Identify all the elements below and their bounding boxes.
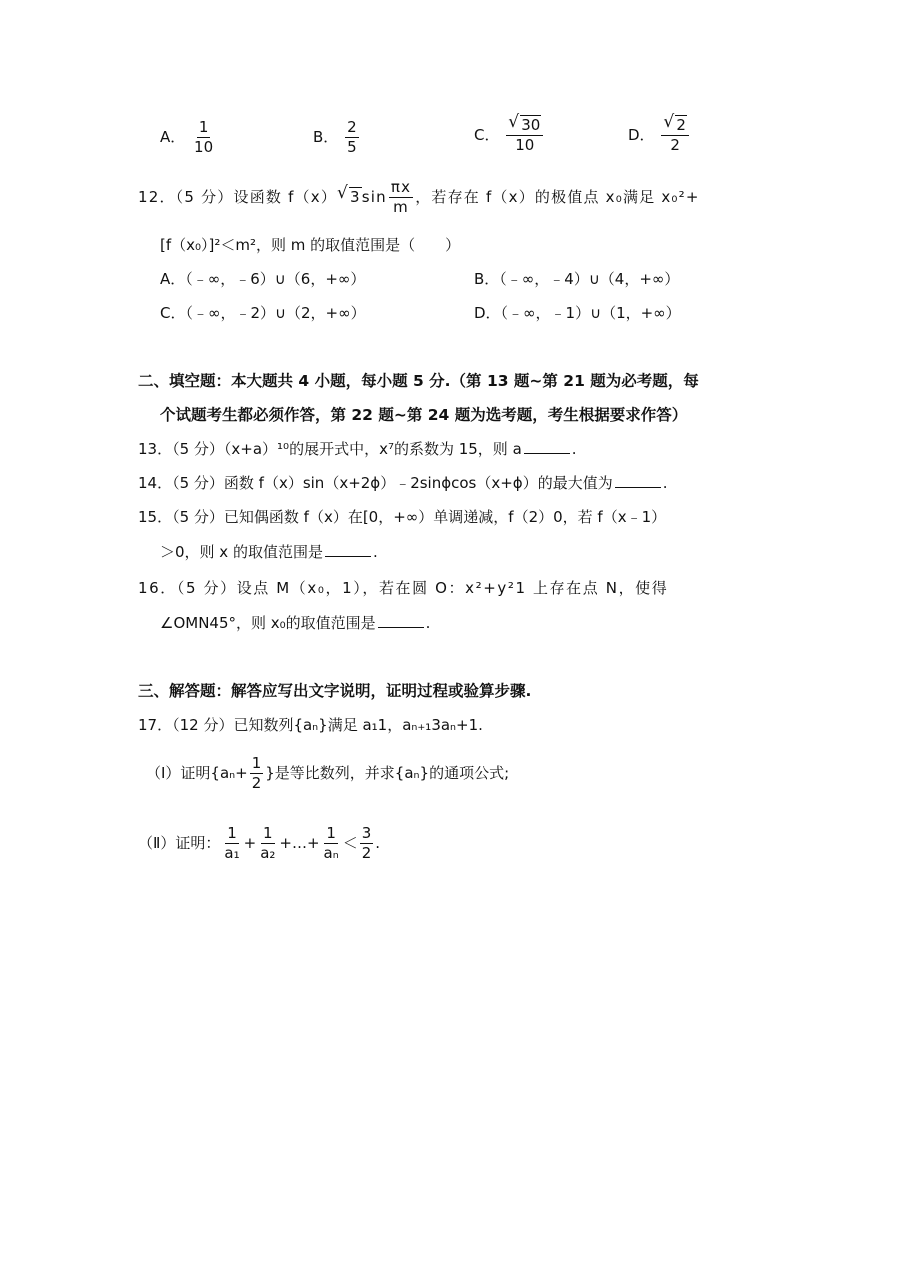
- sin-text: sin: [361, 188, 387, 206]
- numerator: 1: [227, 824, 237, 842]
- option-c: [474, 112, 545, 154]
- denominator: 2: [361, 844, 372, 862]
- option-label: C．: [474, 126, 500, 144]
- q14-text: 14．（5 分）函数 f（x）sin（x+2ϕ）﹣2sinϕcos（x+ϕ）的最大值为: [138, 474, 613, 492]
- question-12-line2: [f（x₀）]²＜m²，则 m 的取值范围是（ ）: [160, 236, 461, 254]
- numerator: 2: [347, 118, 357, 136]
- q13-text: 13．（5 分）（x+a）¹⁰的展开式中，x⁷的系数为 15，则 a: [138, 440, 522, 458]
- question-17-part1: [146, 756, 509, 791]
- question-15-line2: [160, 541, 378, 563]
- option-label: B．: [313, 128, 339, 146]
- numerator: 1: [326, 824, 336, 842]
- ellipsis: +…+: [279, 834, 320, 852]
- fraction: [506, 112, 543, 154]
- fraction: [345, 120, 359, 155]
- denominator: 2: [670, 136, 680, 154]
- question-16-line1: 16．（5 分）设点 M（x₀，1），若在圆 O：x²+y²1 上存在点 N，使得: [138, 579, 669, 597]
- denominator: 10: [194, 138, 214, 156]
- question-12-line1: [138, 180, 700, 215]
- denominator: a₁: [224, 844, 240, 862]
- denominator: m: [393, 198, 409, 216]
- option-d: [628, 112, 691, 154]
- less-than-sign: ＜: [342, 834, 358, 852]
- answer-blank: [378, 613, 424, 628]
- q16-end: .: [425, 614, 431, 632]
- section-3-heading: 三、解答题：解答应写出文字说明，证明过程或验算步骤.: [138, 682, 532, 700]
- numerator: 1: [263, 824, 273, 842]
- numerator: πx: [390, 178, 412, 196]
- plus-sign: +: [243, 834, 257, 852]
- question-16-line2: [160, 612, 430, 634]
- q15-end: .: [372, 543, 378, 561]
- q15-text: ＞0，则 x 的取值范围是: [160, 543, 323, 561]
- part1-text-end: }是等比数列，并求{aₙ}的通项公式;: [265, 764, 510, 782]
- fraction: [322, 826, 341, 861]
- section-2-heading-line1: 二、填空题：本大题共 4 小题，每小题 5 分.（第 13 题~第 21 题为必考题，每: [138, 372, 699, 390]
- q12-option-a: A．（﹣∞，﹣6）∪（6，+∞）: [160, 270, 366, 288]
- denominator: aₙ: [323, 844, 339, 862]
- answer-blank: [524, 439, 570, 454]
- section-2-heading-line2: 个试题考生都必须作答，第 22 题~第 24 题为选考题，考生根据要求作答）: [160, 406, 688, 424]
- denominator: 2: [251, 774, 262, 792]
- q12-option-b: B．（﹣∞，﹣4）∪（4，+∞）: [474, 270, 680, 288]
- q12-prefix: 12．（5 分）设函数 f（x）: [138, 188, 338, 206]
- fraction: [360, 826, 374, 861]
- q12-option-c: C．（﹣∞，﹣2）∪（2，+∞）: [160, 304, 366, 322]
- radicand: 2: [676, 116, 686, 134]
- q13-end: .: [571, 440, 577, 458]
- option-label: A．: [160, 128, 186, 146]
- fraction: [222, 826, 241, 861]
- radicand: 30: [521, 116, 541, 134]
- q12-option-d: D．（﹣∞，﹣1）∪（1，+∞）: [474, 304, 681, 322]
- sqrt: √ 3: [337, 183, 361, 206]
- q14-end: .: [662, 474, 668, 492]
- part2-text: （Ⅱ）证明：: [138, 834, 221, 852]
- answer-blank: [325, 542, 371, 557]
- fraction: [389, 180, 413, 215]
- fraction: [250, 756, 264, 791]
- q12-suffix: ，若存在 f（x）的极值点 x₀满足 x₀²+: [415, 188, 700, 206]
- question-17-line1: 17．（12 分）已知数列{aₙ}满足 a₁1，aₙ₊₁3aₙ+1.: [138, 716, 483, 734]
- question-17-part2: [138, 826, 380, 861]
- radicand: 3: [350, 188, 361, 206]
- numerator: 1: [251, 754, 262, 772]
- numerator: 1: [198, 118, 209, 136]
- fraction: [258, 826, 277, 861]
- option-b: [313, 120, 361, 155]
- option-a: [160, 120, 217, 155]
- answer-blank: [615, 473, 661, 488]
- fraction: [192, 120, 215, 155]
- question-15-line1: 15．（5 分）已知偶函数 f（x）在[0，+∞）单调递减，f（2）0，若 f（x﹣1）: [138, 508, 667, 526]
- numerator: 3: [361, 824, 372, 842]
- part1-text: （Ⅰ）证明{aₙ+: [146, 764, 248, 782]
- denominator: 5: [347, 138, 357, 156]
- sqrt: √ 2: [663, 112, 686, 134]
- question-13: [138, 438, 577, 460]
- question-14: [138, 472, 668, 494]
- denominator: a₂: [260, 844, 276, 862]
- option-label: D．: [628, 126, 655, 144]
- period: .: [375, 834, 381, 852]
- q16-text: ∠OMN45°，则 x₀的取值范围是: [160, 614, 376, 632]
- sqrt: √ 30: [508, 112, 541, 134]
- denominator: 10: [515, 136, 535, 154]
- fraction: [661, 112, 689, 154]
